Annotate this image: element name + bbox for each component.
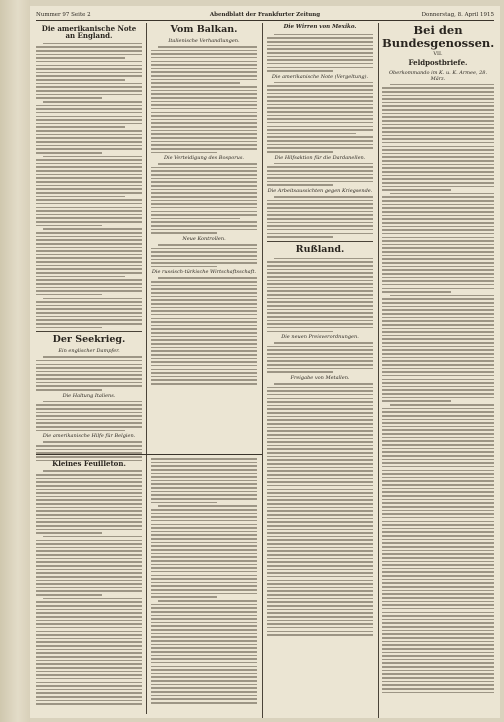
column-3 <box>267 23 373 718</box>
section-rule <box>267 241 373 242</box>
article-headline: Die amerikanische Note an England. <box>41 24 137 41</box>
article-subheading: Freigabe von Metallen. <box>290 374 350 381</box>
feuilleton-column-1 <box>36 458 142 716</box>
issue-number: Nummer 97 Seite 2 <box>36 12 91 18</box>
article-body <box>151 277 257 384</box>
page-binding <box>0 0 30 722</box>
article-body <box>267 342 373 373</box>
article-body <box>382 84 494 694</box>
article-body <box>151 163 257 234</box>
feuilleton-divider <box>36 454 262 455</box>
article-body <box>151 46 257 153</box>
column-divider <box>378 23 379 718</box>
article-body <box>36 401 142 432</box>
article-subheading: Die russisch-türkische Wirtschaftsschaft. <box>151 269 257 276</box>
feuilleton-body <box>151 458 257 704</box>
article-body <box>267 383 373 636</box>
article-headline: Vom Balkan. <box>170 24 238 35</box>
newspaper-title: Abendblatt der Frankfurter Zeitung <box>209 12 321 18</box>
column-divider <box>146 458 147 714</box>
article-subheading: Neue Kontrollen. <box>182 236 226 242</box>
article-body <box>151 244 257 267</box>
article-subheading: Ein englischer Dampfer. <box>58 348 120 355</box>
feuilleton-body <box>36 470 142 705</box>
article-body <box>267 196 373 238</box>
article-body <box>36 43 142 329</box>
article-body <box>267 34 373 72</box>
article-body <box>267 163 373 186</box>
article-byline: Oberkommando im K. u. K. Armee, 28. März. <box>388 69 488 82</box>
article-body <box>267 82 373 153</box>
feuilleton-headline: Kleines Feuilleton. <box>52 459 126 468</box>
section-rule <box>36 331 142 332</box>
article-subheading: Die neuen Preisverordnungen. <box>281 334 359 341</box>
article-headline: Bei den Bundesgenossen. <box>382 23 494 50</box>
column-1 <box>36 23 142 463</box>
column-divider <box>262 23 263 718</box>
article-subheading: Die Haltung Italiens. <box>62 392 116 399</box>
feuilleton-column-2 <box>151 458 257 716</box>
article-subheading: Die amerikanische Hilfe für Belgien. <box>42 433 136 440</box>
article-subheading: Italienische Verhandlungen. <box>168 37 240 44</box>
column-2 <box>151 23 257 463</box>
column-4 <box>382 23 494 718</box>
article-part-number: VII. <box>433 51 443 58</box>
issue-date: Donnerstag, 8. April 1915 <box>421 12 494 18</box>
article-headline: Die Wirren von Mexiko. <box>283 24 357 30</box>
article-subheading: Die Hilfsaktion für die Dardanellen. <box>274 154 366 161</box>
article-subheading: Die Arbeitsaussichten gegen Kriegsende. <box>267 188 373 195</box>
article-subheading: Die amerikanische Note (Vergeltung). <box>271 73 369 80</box>
article-body <box>267 258 373 332</box>
article-headline: Rußland. <box>295 243 345 255</box>
article-subheading: Die Verteidigung des Bosporus. <box>164 155 244 162</box>
article-headline: Der Seekrieg. <box>52 334 126 346</box>
article-subtitle: Feldpostbriefe. <box>408 58 468 68</box>
column-divider <box>146 23 147 463</box>
newspaper-page <box>30 6 500 718</box>
article-body <box>36 356 142 390</box>
masthead <box>36 10 494 21</box>
